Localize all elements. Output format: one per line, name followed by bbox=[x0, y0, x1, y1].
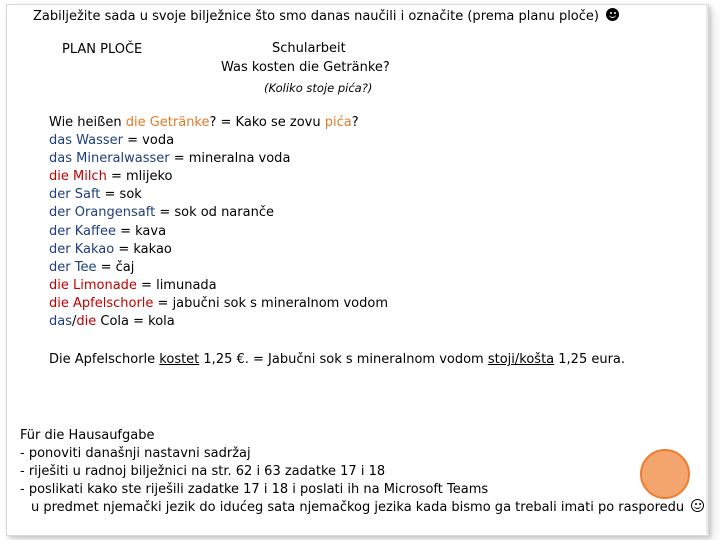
vocab-item: die Apfelschorle = jabučni sok s mineralnom vodom bbox=[49, 295, 388, 311]
question-heading: Was kosten die Getränke? bbox=[221, 60, 390, 75]
vocab-item: die Limonade = limunada bbox=[49, 277, 217, 293]
instruction-label: Zabilježite sada u svoje bilježnice što smo danas naučili i označite (prema planu ploče) bbox=[33, 9, 599, 24]
vocab-list bbox=[49, 114, 388, 331]
homework-item: - poslikati kako ste riješili zadatke 17 i 18 i poslati ih na Microsoft Teams bbox=[20, 482, 489, 497]
homework-section bbox=[20, 427, 704, 517]
homework-item: - ponoviti današnji nastavni sadržaj bbox=[20, 446, 251, 461]
homework-last-line: u predmet njemački jezik do idućeg sata njemačkog jezika kada bismo ga trebali imati po rasporedu bbox=[20, 499, 704, 517]
vocab-item: der Tee = čaj bbox=[49, 259, 135, 275]
question-translation: (Koliko stoje pića?) bbox=[264, 81, 373, 95]
vocab-item: der Orangensaft = sok od naranče bbox=[49, 205, 274, 221]
smiley-icon bbox=[691, 499, 704, 512]
slide-edge bbox=[706, 4, 708, 534]
plan-title: PLAN PLOČE bbox=[62, 42, 143, 57]
homework-title: Für die Hausaufgabe bbox=[20, 428, 155, 443]
homework-item: - riješiti u radnoj bilježnici na str. 62 i 63 zadatke 17 i 18 bbox=[20, 464, 386, 479]
vocab-intro: Wie heißen die Getränke? = Kako se zovu pića? bbox=[49, 115, 359, 130]
vocab-item-cola: das/die Cola = kola bbox=[49, 314, 175, 330]
vocab-item: die Milch = mlijeko bbox=[49, 169, 173, 185]
instruction-text bbox=[33, 8, 619, 25]
example-sentence: Die Apfelschorle kostet 1,25 €. = Jabučni sok s mineralnom vodom stoji/košta 1,25 eura. bbox=[49, 352, 626, 367]
smiley-icon-filled bbox=[606, 8, 619, 21]
schularbeit-heading: Schularbeit bbox=[272, 41, 346, 56]
decorative-circle bbox=[640, 449, 690, 499]
vocab-item: das Mineralwasser = mineralna voda bbox=[49, 151, 291, 167]
vocab-item: der Saft = sok bbox=[49, 187, 142, 203]
vocab-item: der Kaffee = kava bbox=[49, 223, 167, 239]
vocab-item: der Kakao = kakao bbox=[49, 241, 172, 257]
vocab-item: das Wasser = voda bbox=[49, 133, 175, 149]
